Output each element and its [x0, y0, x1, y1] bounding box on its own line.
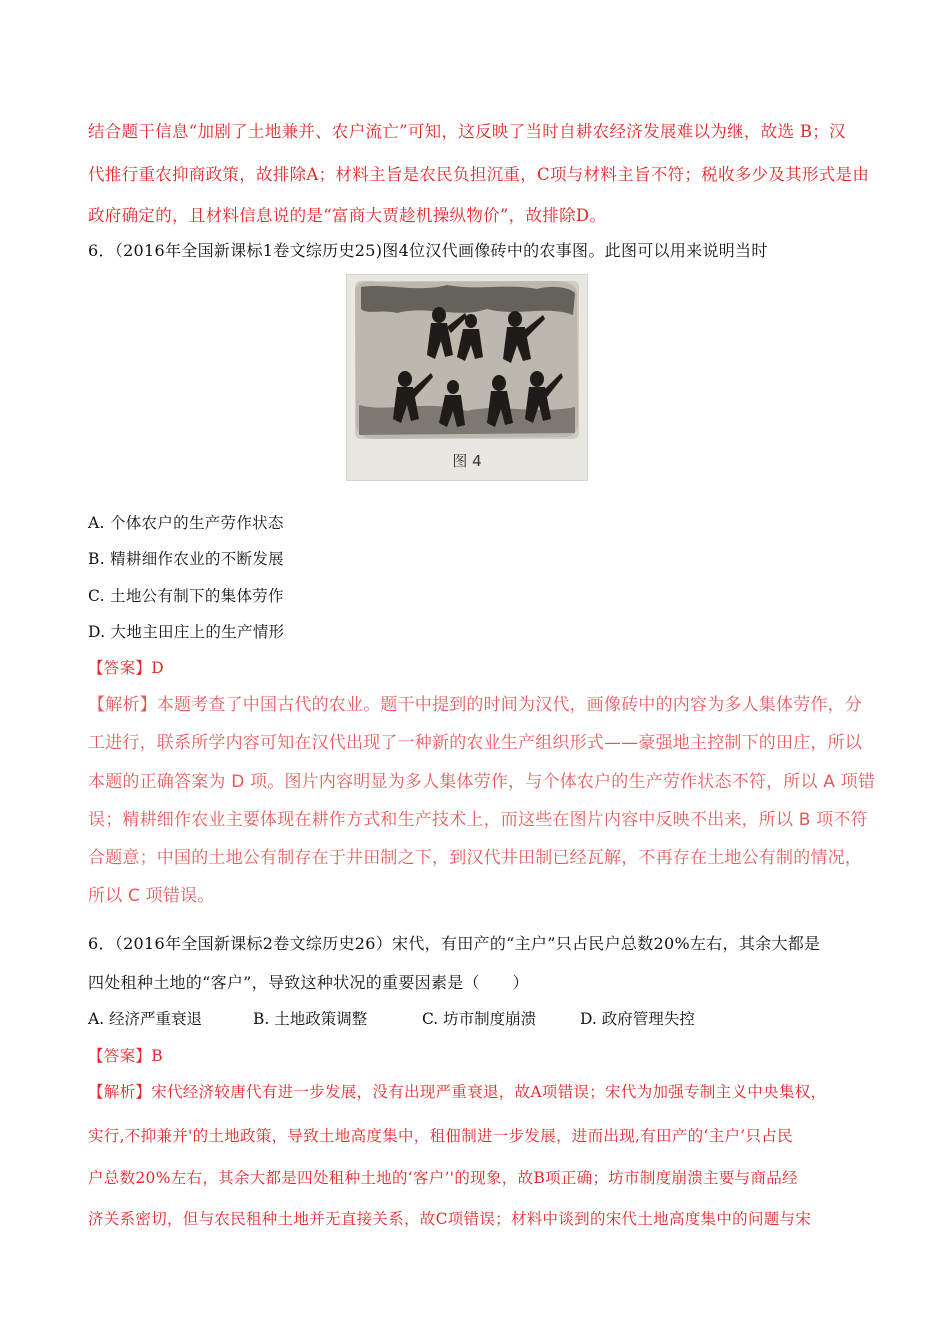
intro-analysis-line-2: 代推行重农抑商政策，故排除A；材料主旨是农民负担沉重，C项与材料主旨不符；税收多少及其形式是由: [88, 165, 870, 184]
q2-analysis-line-3: 户总数20%左右，其余大都是四处租种土地的‘客户’'的现象，故B项正确；坊市制度崩溃主要与商品经: [88, 1169, 798, 1187]
q2-option-c: C. 坊市制度崩溃: [422, 1010, 537, 1028]
q1-analysis-line-2: 工进行，联系所学内容可知在汉代出现了一种新的农业生产组织形式——豪强地主控制下的田庄，所以: [88, 733, 862, 753]
q2-analysis-line-1: 【解析】宋代经济较唐代有进一步发展，没有出现严重衰退，故A项错误；宋代为加强专制主义中央集权，: [88, 1083, 827, 1101]
q1-option-c: C. 土地公有制下的集体劳作: [88, 587, 284, 605]
question-1-stem: 6．（2016年全国新课标1卷文综历史25)图4位汉代画像砖中的农事图。此图可以用来说明当时: [88, 241, 768, 260]
q2-answer: 【答案】B: [88, 1047, 163, 1065]
question-2-stem-line-1: 6．（2016年全国新课标2卷文综历史26）宋代，有田产的“主户”只占民户总数20%左右，其余大都是: [88, 934, 821, 953]
q2-analysis-line-2: 实行,不抑兼并'的土地政策，导致土地高度集中，租佃制进一步发展，进而出现,有田产的‘主户’只占民: [88, 1127, 793, 1145]
q1-analysis-line-4: 误；精耕细作农业主要体现在耕作方式和生产技术上，而这些在图片内容中反映不出来，所以 B 项不符: [88, 810, 868, 830]
q1-answer: 【答案】D: [88, 659, 164, 677]
q1-option-a: A. 个体农户的生产劳作状态: [88, 514, 284, 532]
intro-analysis-line-3: 政府确定的，且材料信息说的是“富商大贾趁机操纵物价”，故排除D。: [88, 206, 607, 225]
q1-analysis-line-5: 合题意；中国的土地公有制存在于井田制之下，到汉代井田制已经瓦解，不再存在土地公有制的情况，: [88, 848, 862, 868]
q1-option-d: D. 大地主田庄上的生产情形: [88, 623, 285, 641]
intro-analysis-line-1: 结合题干信息“加剧了土地兼并、农户流亡”可知，这反映了当时自耕农经济发展难以为继，故选 B；汉: [88, 122, 846, 141]
q2-analysis-line-4: 济关系密切，但与农民租种土地并无直接关系，故C项错误；材料中谈到的宋代土地高度集中的问题与宋: [88, 1210, 812, 1228]
question-2-stem-line-2: 四处租种土地的“客户”，导致这种状况的重要因素是（ ）: [88, 973, 529, 992]
han-brick-relief-figure: [346, 274, 588, 481]
q2-option-b: B. 土地政策调整: [253, 1010, 368, 1028]
q1-option-b: B. 精耕细作农业的不断发展: [88, 550, 284, 568]
q1-analysis-line-1: 【解析】本题考查了中国古代的农业。题干中提到的时间为汉代，画像砖中的内容为多人集体劳作，分: [88, 695, 862, 715]
q2-option-d: D. 政府管理失控: [580, 1010, 695, 1028]
figure-caption: 图 4: [452, 452, 482, 470]
q1-analysis-line-3: 本题的正确答案为 D 项。图片内容明显为多人集体劳作，与个体农户的生产劳作状态不符，所以 A 项错: [88, 772, 876, 792]
q1-analysis-line-6: 所以 C 项错误。: [88, 886, 215, 906]
q2-option-a: A. 经济严重衰退: [88, 1010, 203, 1028]
